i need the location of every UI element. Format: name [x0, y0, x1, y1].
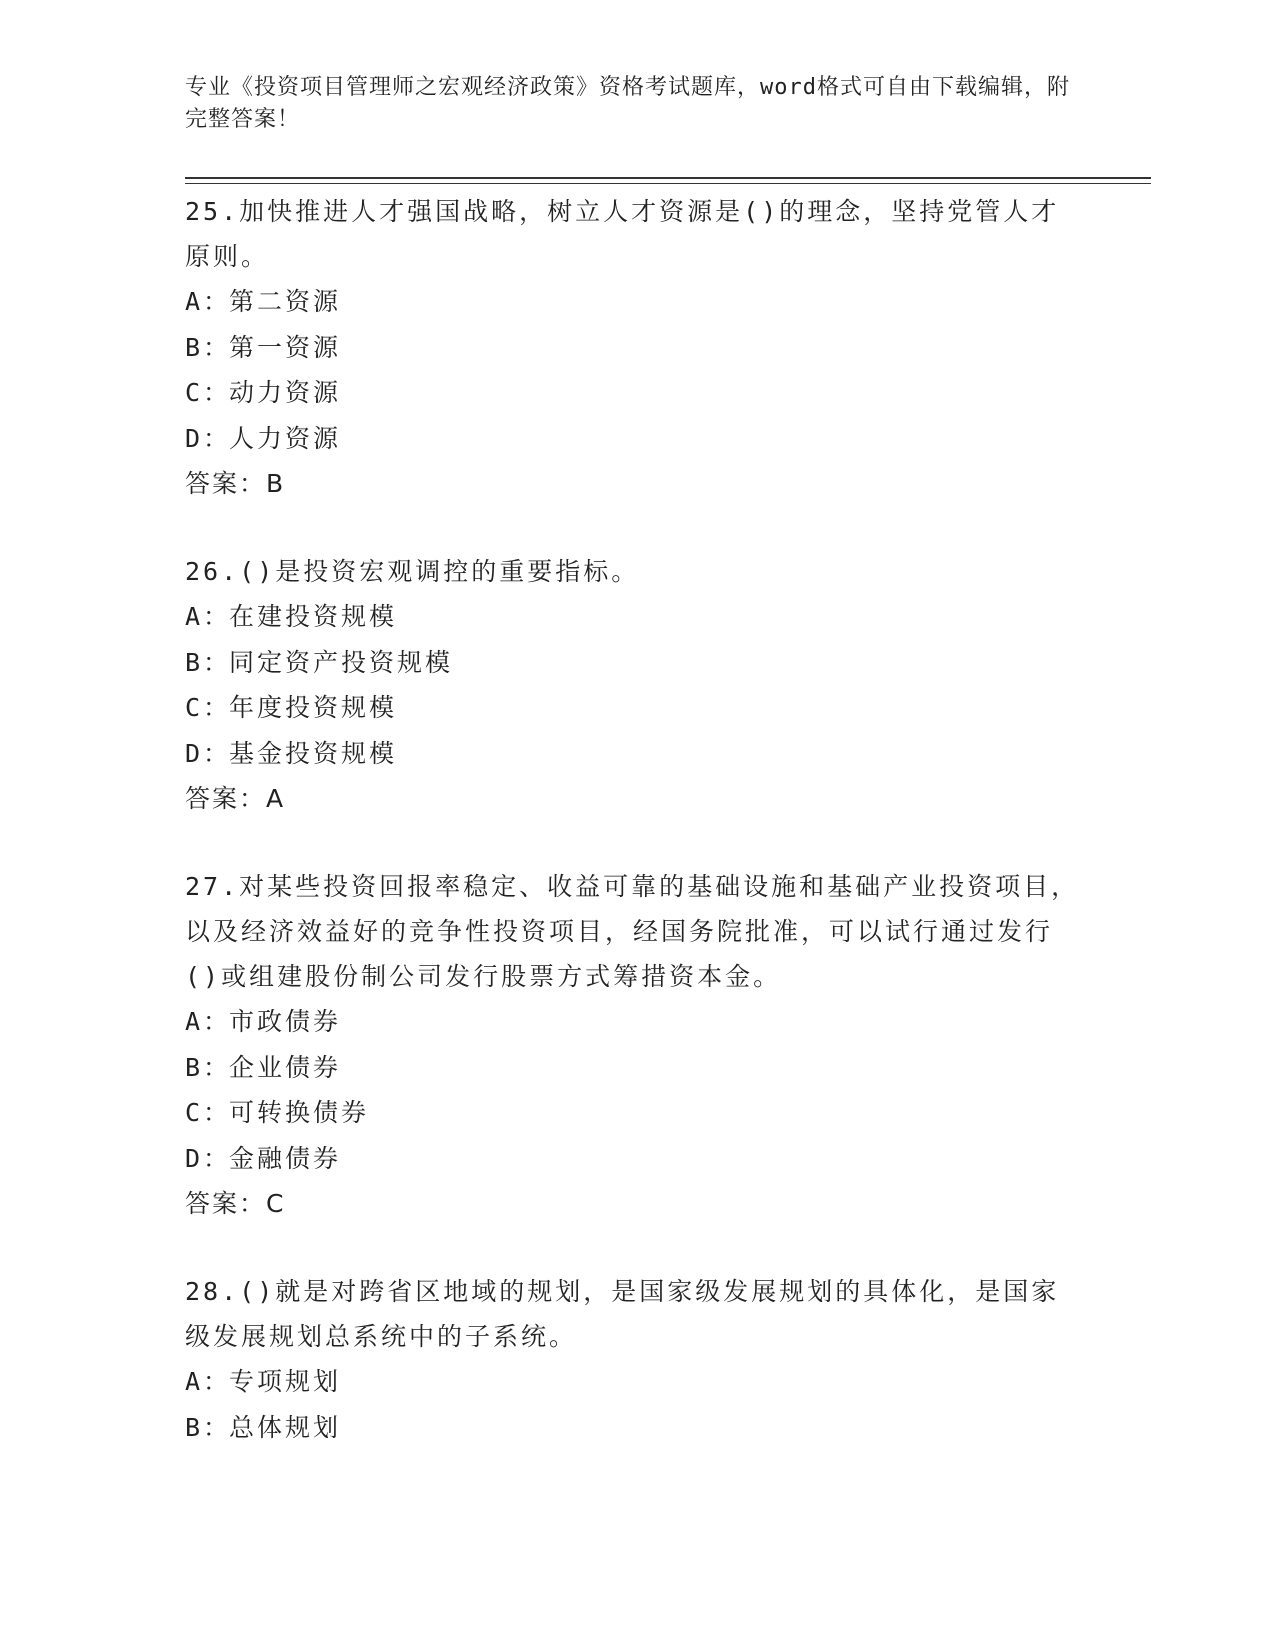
question-stem: 25.加快推进人才强国战略，树立人才资源是()的理念，坚持党管人才原则。	[185, 197, 1060, 271]
option-key: D：	[185, 1143, 232, 1173]
option-text: 年度投资规模	[229, 693, 398, 722]
option-a	[185, 999, 1085, 1045]
option-key: B：	[185, 647, 232, 677]
option-key: B：	[185, 332, 232, 362]
answer-line: 答案：B	[185, 469, 286, 498]
option-c	[185, 370, 1085, 416]
option-text: 可转换债券	[229, 1098, 370, 1127]
option-text: 在建投资规模	[229, 602, 398, 631]
option-b	[185, 325, 1085, 371]
option-text: 第一资源	[229, 332, 342, 362]
option-d	[185, 1136, 1085, 1182]
option-text: 市政债券	[229, 1007, 342, 1036]
option-text: 总体规划	[229, 1412, 342, 1442]
option-c	[185, 1090, 1085, 1136]
answer-line: 答案：C	[185, 1189, 286, 1218]
option-text: 第二资源	[229, 287, 342, 316]
option-text: 人力资源	[229, 423, 342, 453]
option-text: 同定资产投资规模	[229, 647, 454, 677]
question-stem: 28.()就是对跨省区地域的规划，是国家级发展规划的具体化，是国家级发展规划总系统中的子系统。	[185, 1277, 1060, 1351]
option-key: A：	[185, 1367, 232, 1396]
option-key: D：	[185, 423, 232, 453]
option-b	[185, 1405, 1085, 1451]
header-rule-thin	[185, 183, 1151, 184]
option-b	[185, 640, 1085, 686]
question-26	[185, 549, 1085, 821]
option-d	[185, 731, 1085, 777]
question-list	[185, 189, 1085, 1493]
question-27	[185, 864, 1085, 1226]
option-text: 金融债券	[229, 1143, 342, 1173]
option-key: C：	[185, 378, 232, 407]
option-key: D：	[185, 738, 232, 768]
question-25	[185, 189, 1085, 506]
answer-line: 答案：A	[185, 784, 286, 813]
header-rule-thick	[185, 177, 1151, 179]
option-text: 动力资源	[229, 378, 342, 407]
option-text: 基金投资规模	[229, 738, 398, 768]
option-key: B：	[185, 1412, 232, 1442]
question-stem: 26.()是投资宏观调控的重要指标。	[185, 557, 640, 586]
option-key: C：	[185, 1098, 232, 1127]
option-text: 企业债券	[229, 1052, 342, 1082]
option-a	[185, 279, 1085, 325]
option-key: A：	[185, 602, 232, 631]
option-c	[185, 685, 1085, 731]
option-text: 专项规划	[229, 1367, 342, 1396]
option-key: B：	[185, 1052, 232, 1082]
question-28	[185, 1269, 1085, 1450]
option-key: A：	[185, 287, 232, 316]
option-key: A：	[185, 1007, 232, 1036]
option-d	[185, 416, 1085, 462]
document-header-text: 专业《投资项目管理师之宏观经济政策》资格考试题库，word格式可自由下载编辑，附完整答案！	[185, 75, 1070, 132]
option-b	[185, 1045, 1085, 1091]
question-stem: 27.对某些投资回报率稳定、收益可靠的基础设施和基础产业投资项目，以及经济效益好的竞争性投资项目，经国务院批准，可以试行通过发行()或组建股份制公司发行股票方式筹措资本金。	[185, 872, 1080, 991]
option-key: C：	[185, 693, 232, 722]
option-a	[185, 1359, 1085, 1405]
option-a	[185, 594, 1085, 640]
